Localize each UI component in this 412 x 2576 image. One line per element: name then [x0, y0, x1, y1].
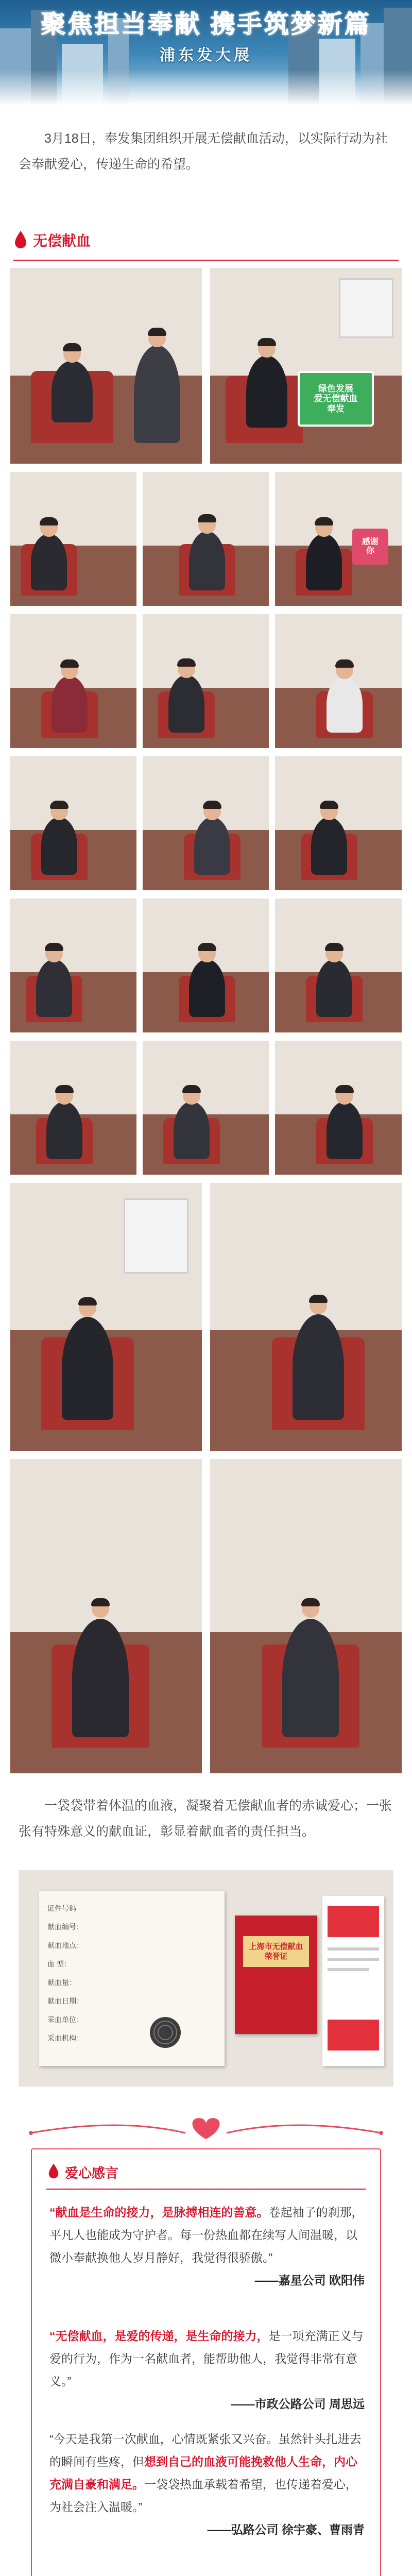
donation-photo	[10, 756, 136, 890]
certificate-strip	[322, 1896, 384, 2066]
certificate-row: 献血日期：	[47, 1997, 83, 2005]
quote: “无偿献血，是爱的传递，是生命的接力，是一项充满正义与爱的行为，作为一名献血者，能帮助他人，我觉得非常有意义。” ——市政公路公司 周思远	[49, 2325, 365, 2415]
donation-photo	[210, 1459, 402, 1773]
donation-photo	[210, 1183, 402, 1451]
honor-book-line1: 上海市无偿献血	[249, 1942, 303, 1951]
thoughts-divider	[46, 2189, 366, 2190]
event-sign: 绿色发展 爱无偿献血 奉发	[298, 371, 374, 427]
donation-photo	[10, 1041, 136, 1175]
donation-photo	[275, 1041, 402, 1175]
caption-paragraph: 一袋袋带着体温的血液，凝聚着无偿献血者的赤诚爱心；一张张有特殊意义的献血证，彰显着献血者的责任担当。	[19, 1799, 392, 1839]
honor-book-line2: 荣誉证	[264, 1952, 288, 1961]
donation-photo	[10, 899, 136, 1032]
donation-photo	[275, 614, 402, 748]
donation-photo	[143, 756, 269, 890]
section-title: 无偿献血	[33, 233, 91, 249]
fingerprint-icon	[147, 2014, 183, 2050]
quote-author: ——嘉星公司 欧阳伟	[254, 2274, 365, 2287]
donation-photo	[10, 472, 136, 606]
donation-photo	[143, 614, 269, 748]
certificate-row: 采血单位：	[47, 2015, 83, 2024]
section-divider	[13, 260, 399, 261]
quote: “献血是生命的接力，是脉搏相连的善意。卷起袖子的刹那，平凡人也能成为守护者。每一份热血都在续写人间温暖，以微小奉献换他人岁月静好，我觉得很骄傲。” ——嘉星公司 欧阳伟	[49, 2201, 365, 2292]
certificate-row: 血 型：	[47, 1960, 71, 1968]
donation-photo	[275, 472, 402, 606]
banner-title: 聚焦担当奉献 携手筑梦新篇	[41, 11, 371, 38]
donation-photo	[275, 899, 402, 1032]
thoughts-title: 爱心感言	[65, 2165, 119, 2181]
thoughts-card	[31, 2148, 381, 2576]
honor-book	[235, 1916, 317, 2034]
donation-photo	[143, 899, 269, 1032]
certificate-row: 献血地点：	[47, 1941, 83, 1950]
certificate-row: 证件号码	[47, 1904, 76, 1912]
quote-author: ——弘路公司 徐宇豪、曹雨青	[207, 2523, 365, 2536]
certificate-photo	[19, 1870, 393, 2087]
certificate-row: 献血量：	[47, 1978, 76, 1987]
donation-photo	[143, 472, 269, 606]
donation-photo	[275, 756, 402, 890]
blood-drop-icon	[47, 2163, 60, 2179]
certificate-row: 采血机构：	[47, 2034, 83, 2042]
quote-author: ——市政公路公司 周思远	[231, 2397, 365, 2411]
donation-photo	[10, 614, 136, 748]
donation-photo	[10, 1183, 202, 1451]
event-sign: 感谢 你	[352, 529, 388, 565]
blood-drop-icon	[13, 230, 28, 249]
donation-photo	[143, 1041, 269, 1175]
donation-photo	[210, 268, 402, 464]
certificate-row: 献血编号：	[47, 1923, 83, 1931]
quote: “今天是我第一次献血，心情既紧张又兴奋。虽然针头扎进去的瞬间有些疼，但想到自己的血液可能挽救他人生命，内心充满自豪和满足。一袋袋热血承载着希望，也传递着爱心，为社会注入温暖。” ——弘路公司 徐宇豪、曹雨青	[49, 2428, 365, 2541]
intro-paragraph: 3月18日，奉发集团组织开展无偿献血活动，以实际行动为社会奉献爱心，传递生命的希望。	[19, 131, 388, 172]
donation-photo	[10, 1459, 202, 1773]
heart-divider-icon	[0, 2112, 412, 2143]
banner-subtitle: 浦东发大展	[160, 47, 252, 64]
banner	[0, 0, 412, 106]
donation-photo	[10, 268, 202, 464]
certificate-card	[39, 1891, 225, 2066]
